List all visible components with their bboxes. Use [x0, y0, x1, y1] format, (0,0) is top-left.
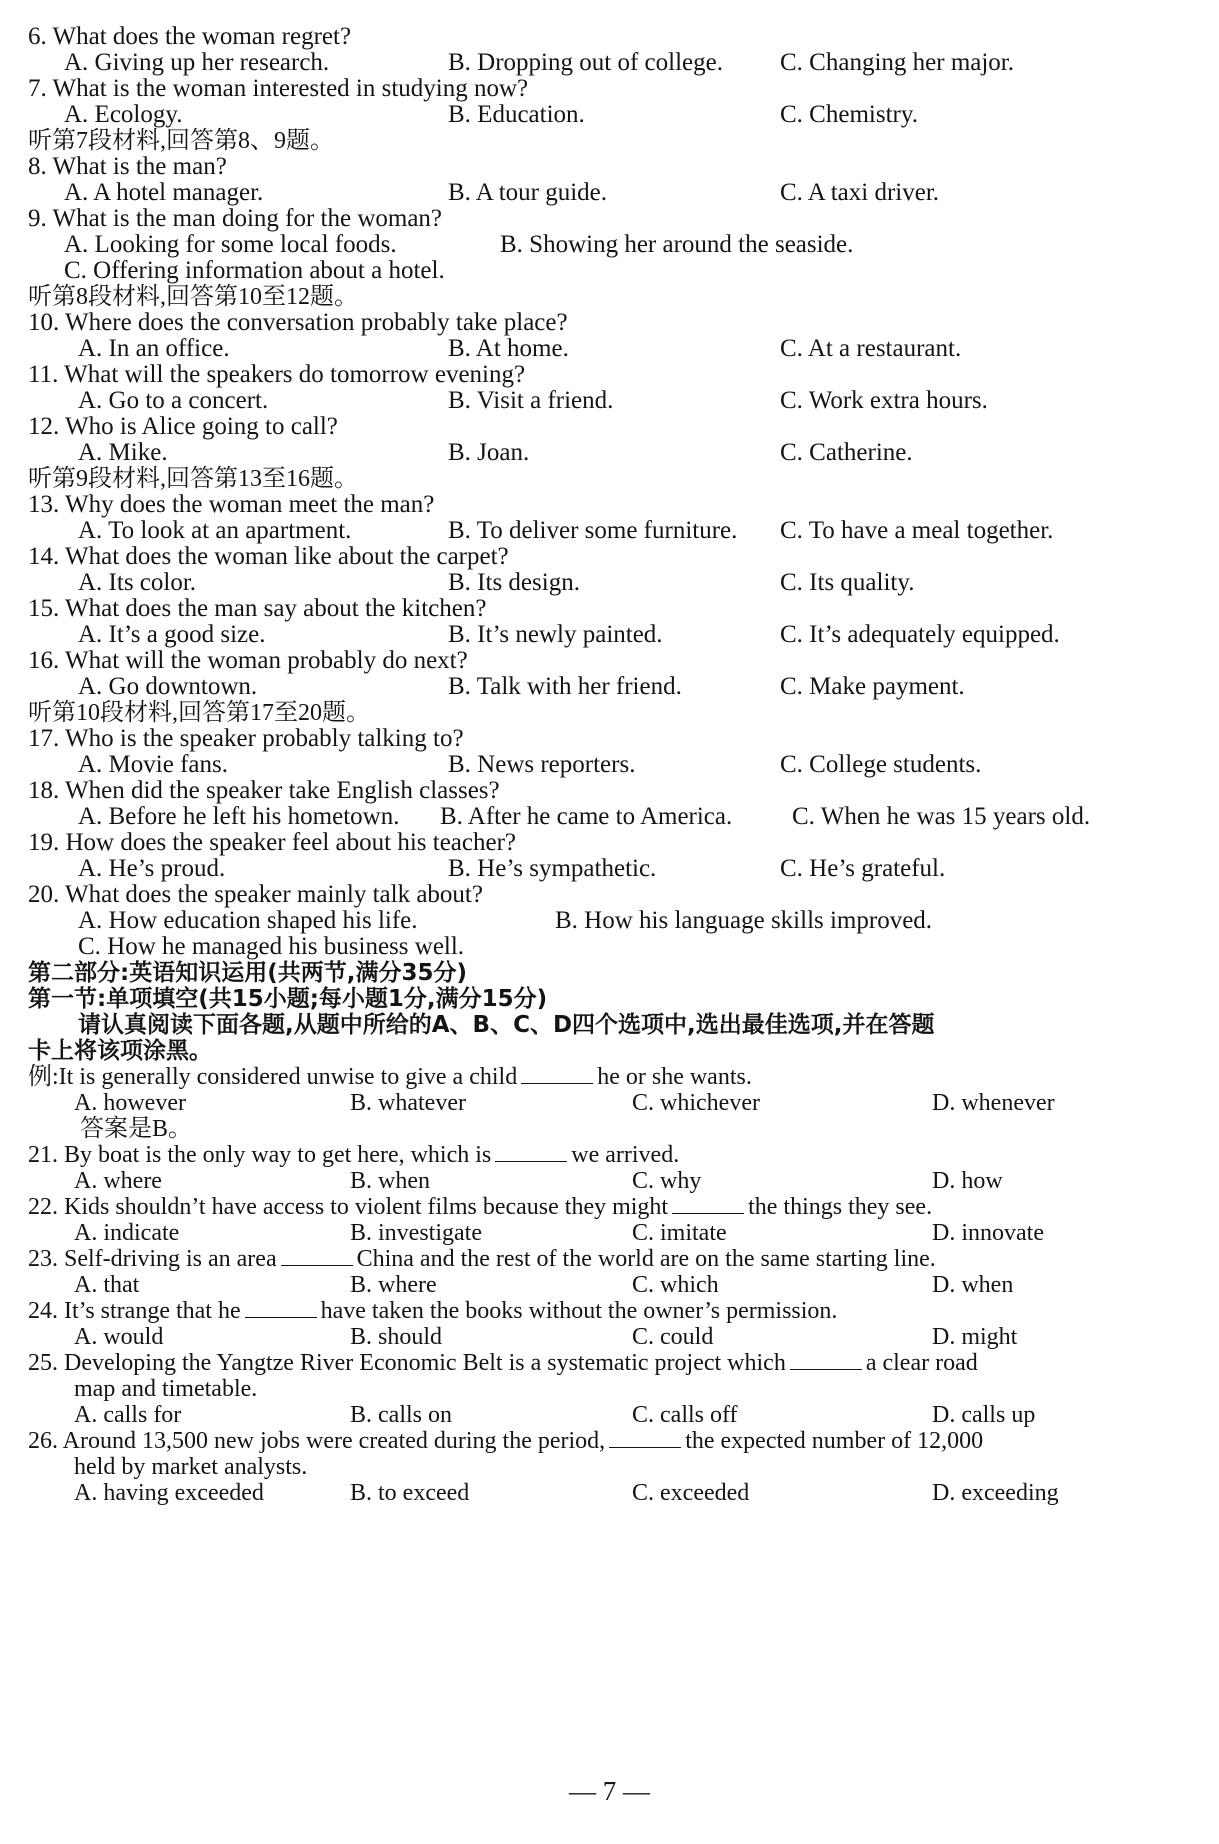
option-c: C. When he was 15 years old.: [792, 803, 1091, 830]
option-b: B. Dropping out of college.: [448, 49, 723, 76]
option-a: A. Go to a concert.: [78, 387, 269, 414]
heading-text: 听第7段材料,回答第8、9题。: [28, 128, 334, 154]
option-d: D. how: [932, 1168, 1003, 1194]
answer-blank: [245, 1297, 317, 1318]
option-d: D. innovate: [932, 1220, 1044, 1246]
option-a: A. where: [74, 1168, 162, 1194]
question-stem: 13. Why does the woman meet the man?: [28, 491, 435, 518]
option-c: C. which: [632, 1272, 719, 1298]
answer-text: 答案是B。: [80, 1116, 193, 1142]
option-b: B. Education.: [448, 101, 585, 128]
answer-blank: [495, 1141, 567, 1162]
option-c: C. Make payment.: [780, 673, 965, 700]
option-c: C. Changing her major.: [780, 49, 1014, 76]
answer-blank: [790, 1349, 862, 1370]
option-b: B. To deliver some furniture.: [448, 517, 738, 544]
stem-after-blank: a clear road: [865, 1350, 978, 1376]
option-a: A. In an office.: [78, 335, 230, 362]
option-b: B. calls on: [350, 1402, 452, 1428]
option-b: B. when: [350, 1168, 430, 1194]
option-d: D. whenever: [932, 1090, 1055, 1116]
option-c: C. imitate: [632, 1220, 727, 1246]
answer-blank: [672, 1193, 744, 1214]
stem-before-blank: 例:It is generally considered unwise to give a child: [28, 1064, 518, 1090]
question-stem: 20. What does the speaker mainly talk about?: [28, 881, 483, 908]
option-c: C. Catherine.: [780, 439, 913, 466]
answer-blank: [281, 1245, 353, 1266]
option-d: D. exceeding: [932, 1480, 1059, 1506]
option-b: B. How his language skills improved.: [555, 907, 933, 934]
option-c: C. How he managed his business well.: [78, 933, 465, 960]
option-b: B. Talk with her friend.: [448, 673, 682, 700]
option-c: C. Its quality.: [780, 569, 915, 596]
question-stem: 19. How does the speaker feel about his teacher?: [28, 829, 517, 856]
question-stem: 8. What is the man?: [28, 153, 227, 180]
option-c: C. whichever: [632, 1090, 760, 1116]
option-a: A. calls for: [74, 1402, 182, 1428]
question-stem: 6. What does the woman regret?: [28, 23, 352, 50]
option-b: B. He’s sympathetic.: [448, 855, 657, 882]
option-b: B. After he came to America.: [440, 803, 733, 830]
option-a: A. To look at an apartment.: [78, 517, 352, 544]
question-stem: 18. When did the speaker take English classes?: [28, 777, 500, 804]
option-b: B. whatever: [350, 1090, 466, 1116]
option-c: C. Offering information about a hotel.: [64, 257, 445, 284]
question-26-options: [0, 1478, 1219, 1508]
answer-blank: [521, 1063, 593, 1084]
option-c: C. exceeded: [632, 1480, 750, 1506]
option-c: C. why: [632, 1168, 702, 1194]
option-b: B. Its design.: [448, 569, 580, 596]
stem-after-blank: China and the rest of the world are on the same starting line.: [356, 1246, 936, 1272]
option-a: A. A hotel manager.: [64, 179, 264, 206]
question-stem: 11. What will the speakers do tomorrow evening?: [28, 361, 526, 388]
option-a: A. He’s proud.: [78, 855, 226, 882]
stem-after-blank: we arrived.: [571, 1142, 680, 1168]
option-d: D. when: [932, 1272, 1014, 1298]
stem-continued: held by market analysts.: [74, 1454, 308, 1480]
option-d: D. might: [932, 1324, 1018, 1350]
heading-text: 听第10段材料,回答第17至20题。: [28, 700, 370, 726]
option-b: B. It’s newly painted.: [448, 621, 663, 648]
option-a: A. Go downtown.: [78, 673, 258, 700]
stem-before-blank: 26. Around 13,500 new jobs were created during the period,: [28, 1428, 606, 1454]
option-b: B. A tour guide.: [448, 179, 608, 206]
option-a: A. having exceeded: [74, 1480, 264, 1506]
option-c: C. At a restaurant.: [780, 335, 962, 362]
option-b: B. News reporters.: [448, 751, 636, 778]
stem-after-blank: have taken the books without the owner’s permission.: [320, 1298, 838, 1324]
option-a: A. Its color.: [78, 569, 197, 596]
option-c: C. could: [632, 1324, 714, 1350]
option-a: A. It’s a good size.: [78, 621, 266, 648]
question-stem: 10. Where does the conversation probably take place?: [28, 309, 568, 336]
instructions-text: 请认真阅读下面各题,从题中所给的A、B、C、D四个选项中,选出最佳选项,并在答题: [78, 1012, 935, 1038]
option-a: A. indicate: [74, 1220, 180, 1246]
option-b: B. where: [350, 1272, 437, 1298]
question-stem: 12. Who is Alice going to call?: [28, 413, 338, 440]
option-c: C. Chemistry.: [780, 101, 918, 128]
question-stem: 7. What is the woman interested in studying now?: [28, 75, 529, 102]
answer-blank: [609, 1427, 681, 1448]
option-a: A. How education shaped his life.: [78, 907, 418, 934]
stem-after-blank: the expected number of 12,000: [685, 1428, 984, 1454]
stem-after-blank: the things they see.: [748, 1194, 933, 1220]
option-a: A. Mike.: [78, 439, 168, 466]
option-b: B. Joan.: [448, 439, 530, 466]
stem-before-blank: 25. Developing the Yangtze River Economic Belt is a systematic project which: [28, 1350, 786, 1376]
option-a: A. Looking for some local foods.: [64, 231, 397, 258]
question-stem: 16. What will the woman probably do next?: [28, 647, 468, 674]
stem-continued: map and timetable.: [74, 1376, 258, 1402]
question-stem: 15. What does the man say about the kitchen?: [28, 595, 487, 622]
question-stem: 17. Who is the speaker probably talking to?: [28, 725, 464, 752]
stem-before-blank: 23. Self-driving is an area: [28, 1246, 277, 1272]
option-a: A. Giving up her research.: [64, 49, 330, 76]
option-c: C. To have a meal together.: [780, 517, 1054, 544]
question-stem: 9. What is the man doing for the woman?: [28, 205, 443, 232]
option-d: D. calls up: [932, 1402, 1036, 1428]
section-title: 第一节:单项填空(共15小题;每小题1分,满分15分): [28, 986, 548, 1012]
option-c: C. Work extra hours.: [780, 387, 988, 414]
option-b: B. should: [350, 1324, 443, 1350]
instructions-text: 卡上将该项涂黑。: [28, 1038, 212, 1064]
option-c: C. calls off: [632, 1402, 738, 1428]
option-b: B. Visit a friend.: [448, 387, 614, 414]
option-c: C. A taxi driver.: [780, 179, 940, 206]
stem-after-blank: he or she wants.: [597, 1064, 752, 1090]
option-a: A. Movie fans.: [78, 751, 228, 778]
option-c: C. He’s grateful.: [780, 855, 946, 882]
stem-before-blank: 21. By boat is the only way to get here, which is: [28, 1142, 492, 1168]
option-a: A. Ecology.: [64, 101, 183, 128]
option-a: A. that: [74, 1272, 140, 1298]
option-b: B. to exceed: [350, 1480, 470, 1506]
option-a: A. however: [74, 1090, 186, 1116]
option-c: C. College students.: [780, 751, 982, 778]
option-b: B. investigate: [350, 1220, 482, 1246]
option-b: B. At home.: [448, 335, 569, 362]
question-stem: 14. What does the woman like about the carpet?: [28, 543, 509, 570]
option-a: A. Before he left his hometown.: [78, 803, 400, 830]
heading-text: 听第9段材料,回答第13至16题。: [28, 466, 358, 492]
option-a: A. would: [74, 1324, 164, 1350]
stem-before-blank: 22. Kids shouldn’t have access to violent films because they might: [28, 1194, 669, 1220]
page-number: — 7 —: [569, 1776, 650, 1806]
option-b: B. Showing her around the seaside.: [500, 231, 854, 258]
option-c: C. It’s adequately equipped.: [780, 621, 1060, 648]
stem-before-blank: 24. It’s strange that he: [28, 1298, 241, 1324]
part-title: 第二部分:英语知识运用(共两节,满分35分): [28, 960, 467, 986]
heading-text: 听第8段材料,回答第10至12题。: [28, 284, 358, 310]
